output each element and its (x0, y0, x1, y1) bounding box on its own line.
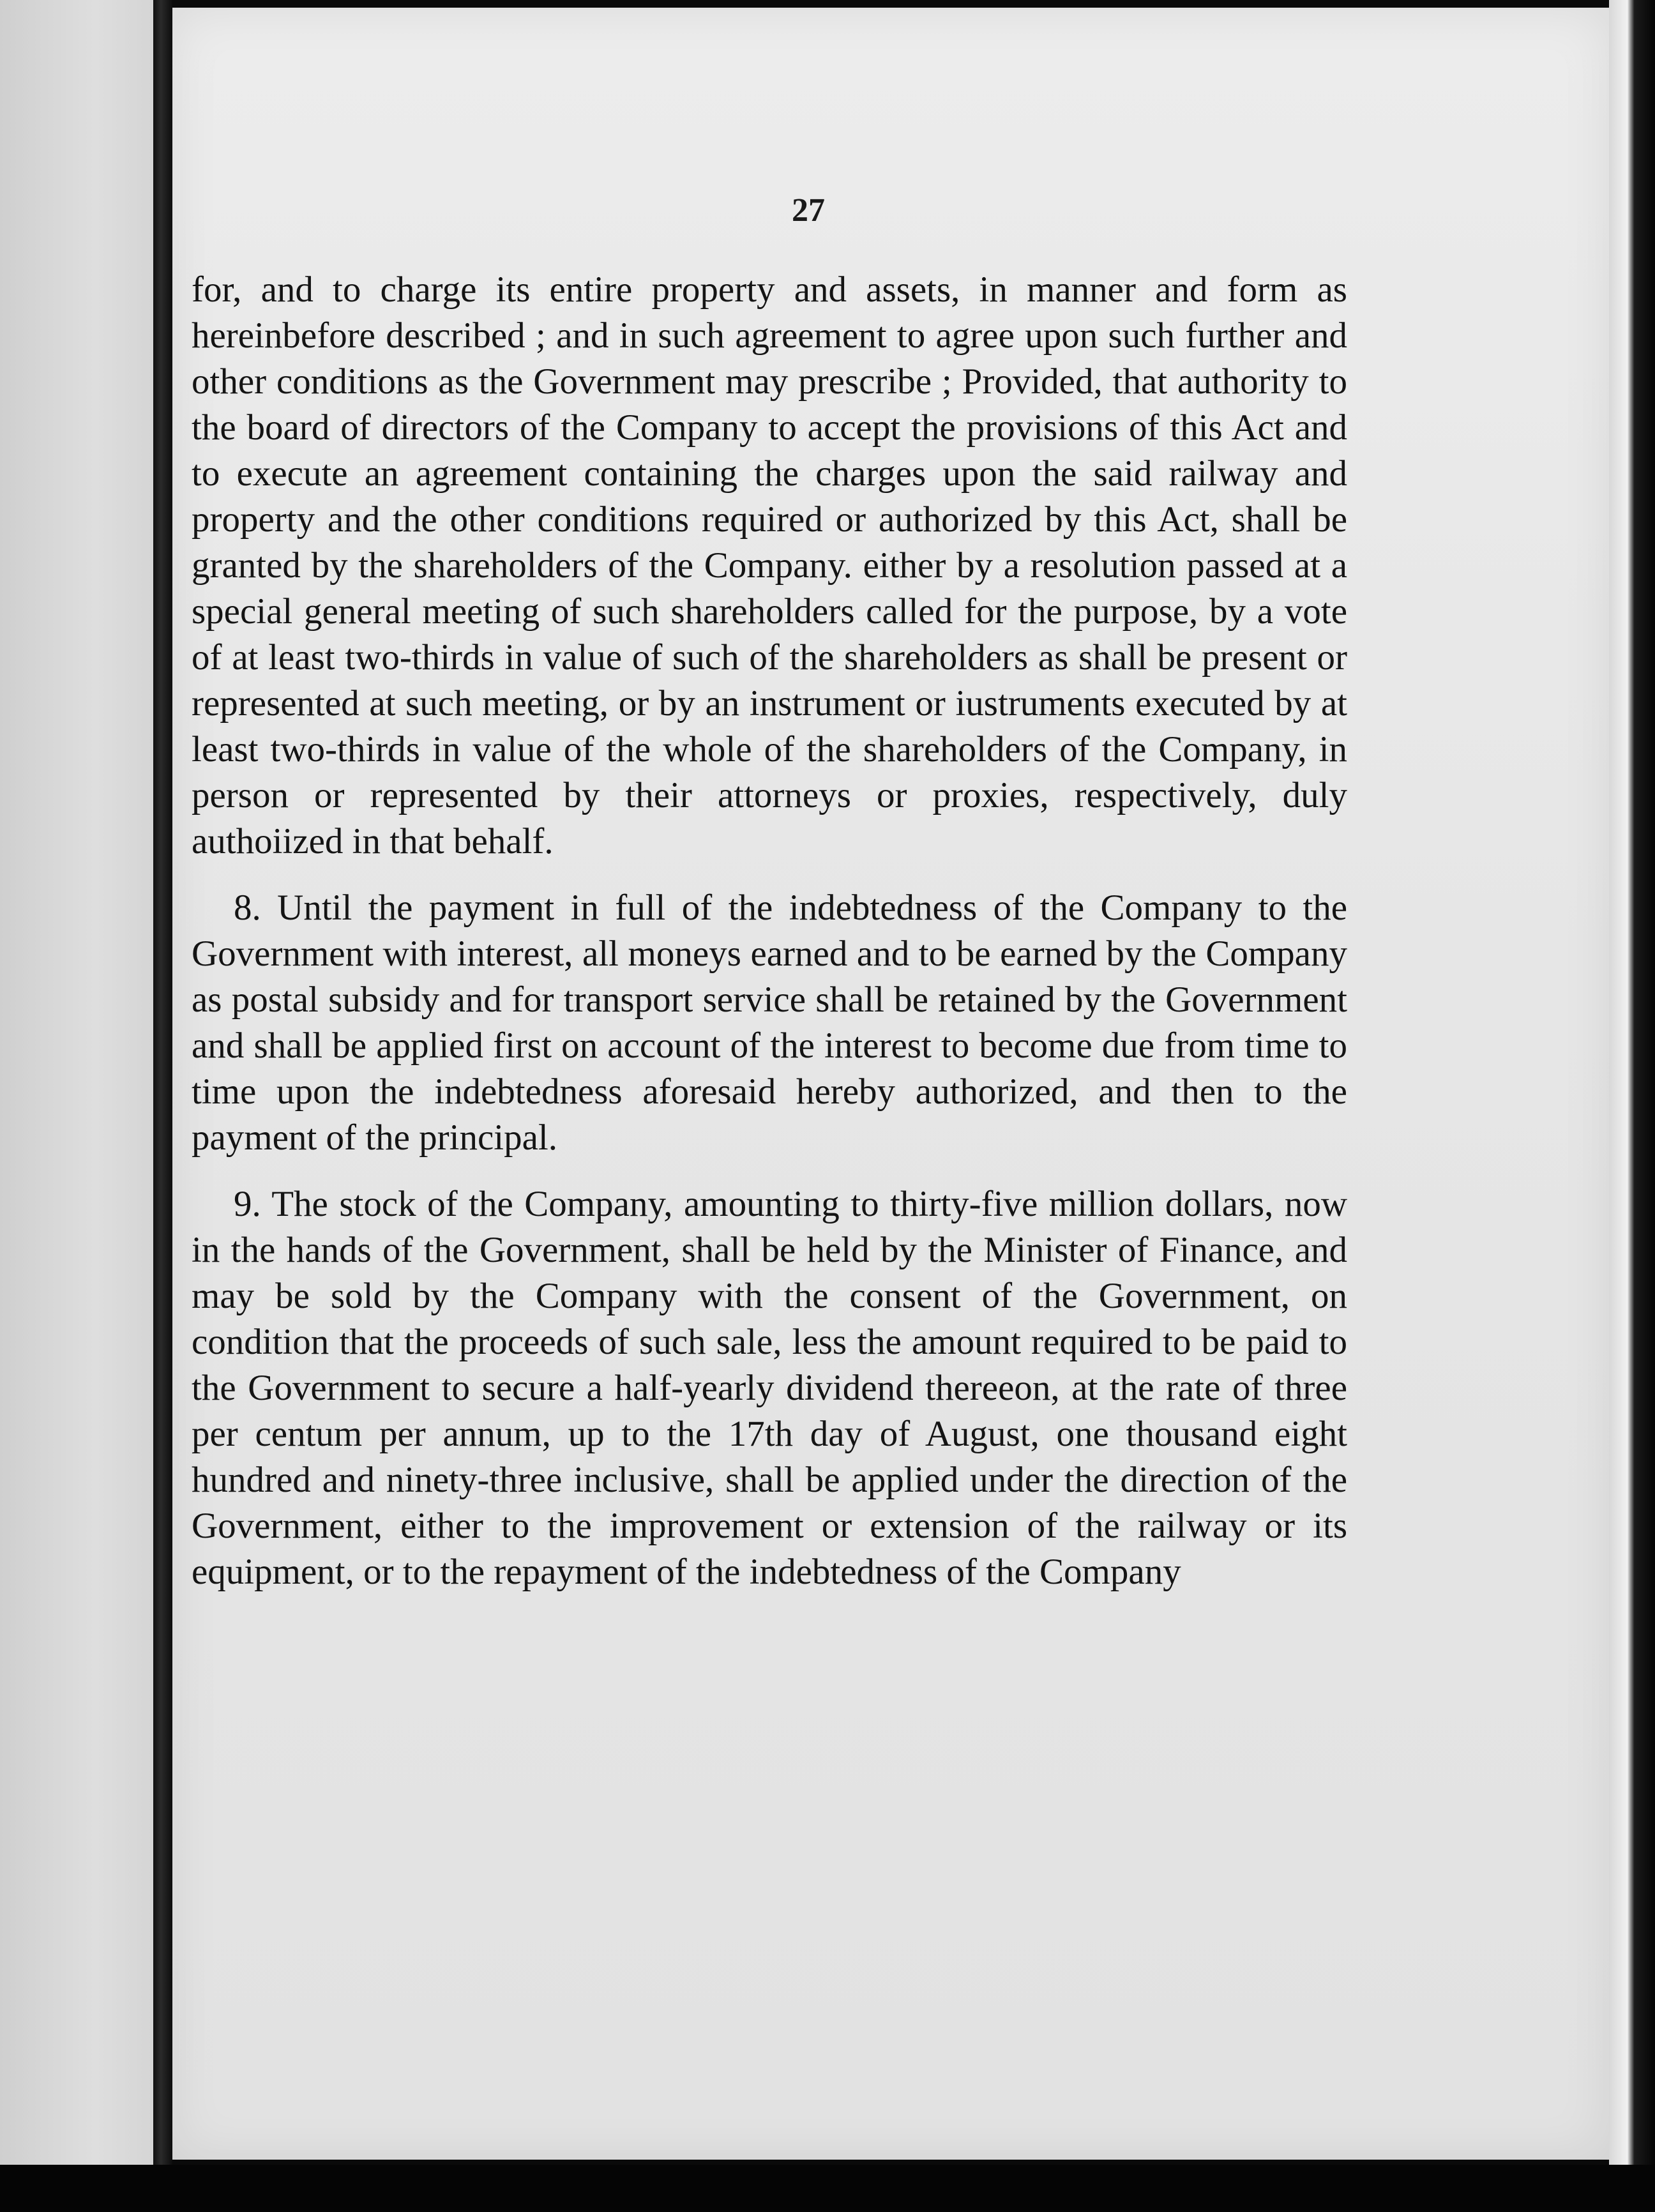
page-right-edge (1609, 0, 1655, 2171)
book-gutter (153, 0, 172, 2171)
facing-page-edge (0, 0, 158, 2171)
section-8-paragraph: 8. Until the payment in full of the indebtedness of the Company to the Government with interest, all moneys earned and to be earned by the Company as postal subsidy and for transport service shall be retained by the Government and shall be applied first on account of the interest to become due from time to time upon the indebtedness aforesaid hereby authorized, and then to the payment of the principal. (192, 888, 1347, 1158)
scan-bottom-border (0, 2165, 1655, 2212)
page-number: 27 (792, 192, 825, 229)
section-9-paragraph: 9. The stock of the Company, amounting to thirty-five million dollars, now in the hands of the Government, shall be held by the Minister of Finance, and may be sold by the Company with the consent of the Government, on condition that the proceeds of such sale, less the amount required to be paid to the Government to secure a half-yearly dividend thereeon, at the rate of three per centum per annum, up to the 17th day of August, one thousand eight hundred and ninety-three inclusive, shall be applied under the direction of the Government, either to the improvement or extension of the railway or its equipment, or to the repayment of the indebtedness of the Company (192, 1184, 1347, 1592)
paragraph-continued: for, and to charge its entire property and assets, in manner and form as hereinbefore described ; and in such agreement to agree upon such further and other conditions as the Government may prescribe ; Provided, that authority to the board of directors of the Company to accept the provisions of this Act and to execute an agreement containing the charges upon the said railway and property and the other conditions required or authorized by this Act, shall be granted by the shareholders of the Company. either by a resolution passed at a special general meeting of such shareholders called for the purpose, by a vote of at least two-thirds in value of such of the shareholders as shall be present or represented at such meeting, or by an instrument or iustruments executed by at least two-thirds in value of the whole of the shareholders of the Company, in person or represented by their attorneys or proxies, respectively, duly authoiized in that behalf. (192, 269, 1347, 861)
body-text (192, 267, 1347, 1616)
